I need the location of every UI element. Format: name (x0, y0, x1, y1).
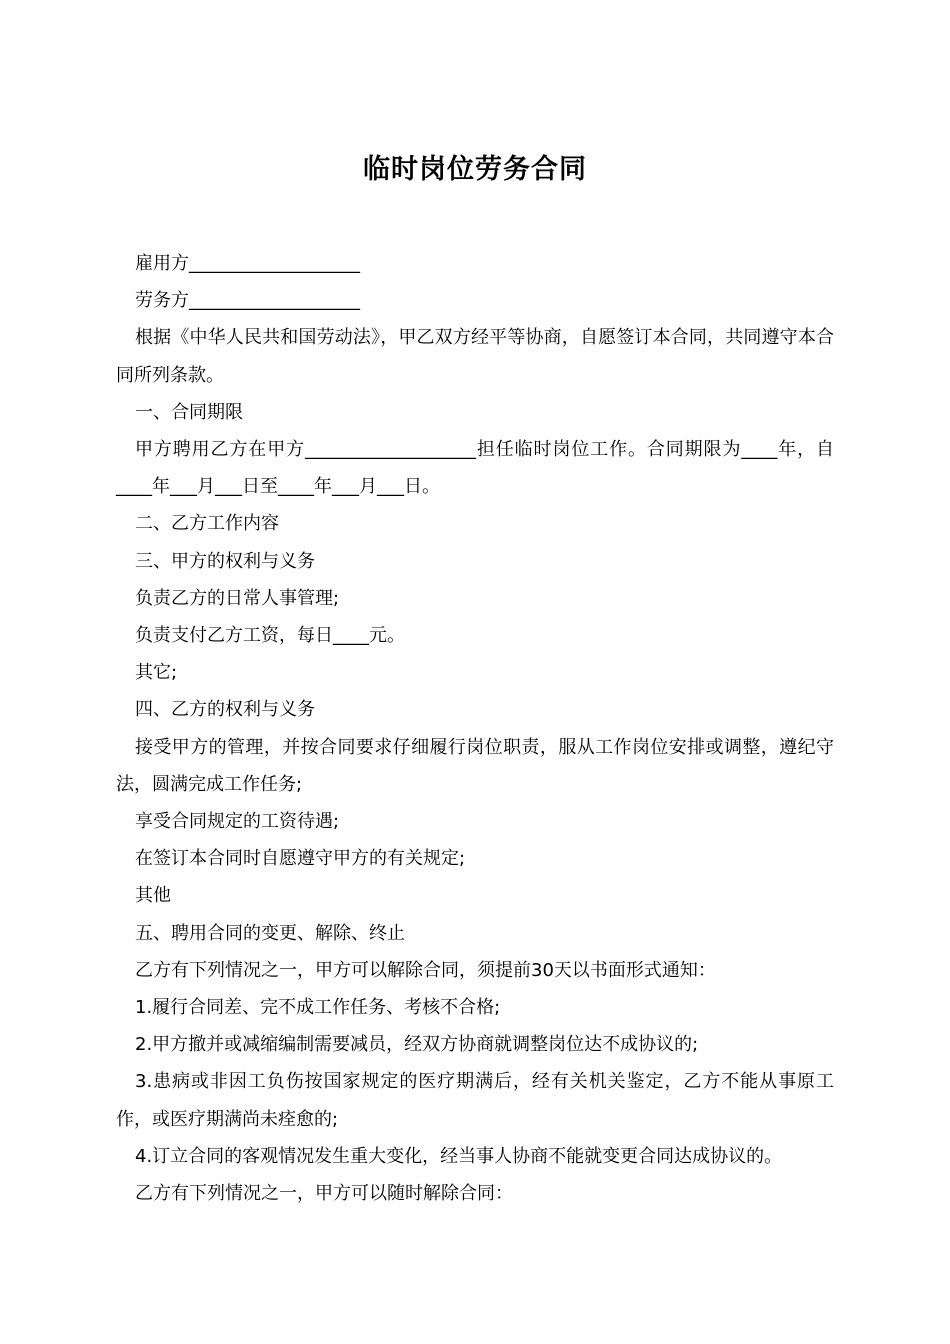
section-heading-termination: 五、聘用合同的变更、解除、终止 (135, 922, 405, 944)
party-a-clause: 负责支付乙方工资，每日____元。 (135, 625, 405, 647)
document-title: 临时岗位劳务合同 (363, 154, 587, 186)
immediate-termination-intro: 乙方有下列情况之一，甲方可以随时解除合同： (135, 1183, 513, 1205)
section-heading-party-a-rights: 三、甲方的权利与义务 (135, 550, 315, 572)
document-body (116, 245, 834, 1212)
party-a-clause: 负责乙方的日常人事管理; (135, 587, 340, 609)
party-b-clause: 在签订本合同时自愿遵守甲方的有关规定; (135, 848, 466, 870)
preamble-paragraph: 根据《中华人民共和国劳动法》，甲乙双方经平等协商，自愿签订本合同，共同遵守本合同所列条款。 (116, 327, 834, 386)
termination-item: 2.甲方撤并或减缩编制需要减员，经双方协商就调整岗位达不成协议的; (135, 1034, 699, 1056)
term-paragraph: 甲方聘用乙方在甲方___________________担任临时岗位工作。合同期限为____年，自____年___月___日至____年___月___日。 (116, 439, 834, 498)
termination-item: 3.患病或非因工负伤按国家规定的医疗期满后，经有关机关鉴定，乙方不能从事原工作，或医疗期满尚未痊愈的; (116, 1071, 834, 1130)
party-b-clause: 其他 (135, 885, 171, 907)
employer-line: 雇用方___________________ (135, 253, 360, 274)
termination-item: 4.订立合同的客观情况发生重大变化，经当事人协商不能就变更合同达成协议的。 (135, 1145, 783, 1167)
section-heading-party-b-rights: 四、乙方的权利与义务 (135, 699, 315, 721)
section-heading-term: 一、合同期限 (135, 401, 243, 423)
party-b-clause: 接受甲方的管理，并按合同要求仔细履行岗位职责，服从工作岗位安排或调整，遵纪守法，圆满完成工作任务; (116, 736, 834, 795)
party-b-clause: 享受合同规定的工资待遇; (135, 811, 340, 833)
termination-intro: 乙方有下列情况之一，甲方可以解除合同，须提前30天以书面形式通知： (135, 959, 716, 981)
worker-line: 劳务方___________________ (135, 290, 360, 312)
termination-item: 1.履行合同差、完不成工作任务、考核不合格; (135, 997, 501, 1019)
section-heading-work-content: 二、乙方工作内容 (135, 513, 279, 535)
party-a-clause: 其它; (135, 662, 178, 684)
